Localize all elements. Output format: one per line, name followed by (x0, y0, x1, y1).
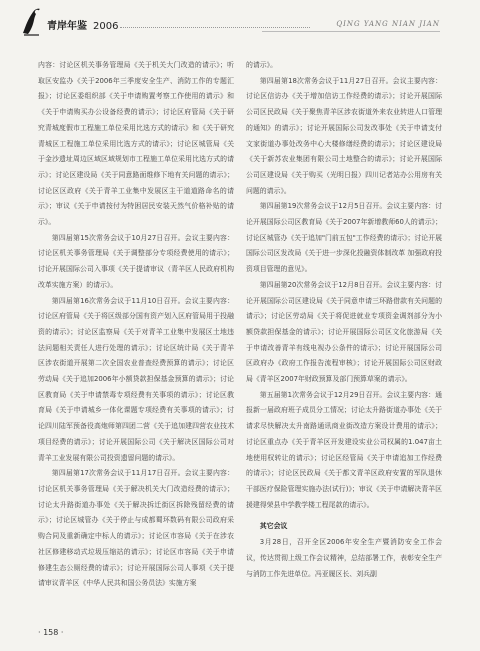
left-paragraph-1: 内容：讨论区机关事务管理局《关于机关大门改造的请示》；听取区安监办《关于2006年三季度安全生产、消防工作的专题汇报》；讨论区委组织部《关于申请购置考察工作使用的请示》和《关于申请购买办公设备经费的请示》；讨论区府管局《关于研究青城度假市工程施工单位采用比选方式的请示》和《关于研究青城区工程施工单位采用比选方式的请示》；讨论区城管局《关于金沙遗址周边区域区域规划市工程施工单位采用比选方式的请示》；讨论区建设局《关于同意路面维修下地有关问题的请示》；讨论区区政府《关于青羊工业集中发展区主干道道路命名的请示》；审议《关于申请按付为特困居民安装天然气价格补贴的请示》。 (38, 61, 234, 227)
right-paragraph-2: 第四届第18次常务会议于11月27日召开。会议主要内容：讨论区信访办《关于增加信访工作经费的请示》；讨论开展国际公司区民政局《关于聚焦青羊区涉农街道外来农业转进人口管理的通知》的请示》；讨论开展国际公司发改事处《关于申请支付文家街道办事处改务中心大楼修缮经费的请示》；讨论区建设局《关于新苏农业集团有限公司土地整合的请示》；讨论开展国际公司区建设局《关于购买（光明日报）四川记者站办公用房有关问题的请示》。 (246, 76, 442, 195)
right-paragraph-1: 的请示》。 (246, 61, 278, 69)
header-divider-solid (262, 31, 440, 32)
yearbook-english-title: QING YANG NIAN JIAN (336, 20, 440, 28)
right-paragraph-3: 第四届第19次常务会议于12月5日召开。会议主要内容：讨论开展国际公司区教育局《关于2007年新增教师60人的请示》；讨论区城管办《关于追加"门前五包"工作经费的请示》；讨论开展国际公司区发改局《关于进一步深化投融资体制改革 加强政府投资项目管理的意见》。 (246, 202, 442, 274)
left-paragraph-3: 第四届第16次常务会议于11月10日召开。会议主要内容：讨论区府管局《关于将区级部分国有资产划入区府管局用于投融资的请示》；讨论区监察局《关于对青羊工业集中发展区土地违法问题相关责任人进行处理的请示》；讨论区统计局《关于青羊区涉农街道开展第二次全国农业普查经费预算的请示》；讨论区劳动局《关于追加2006年小额贷款担保基金预算的请示》；讨论区教育局《关于申请禁毒专项经费有关事项的请示》；讨论区教育局《关于申请城乡一体化课题专项经费有关事项的请示》；讨论四川陆军预备役高炮师第四团二营《关于追加建四营农业技术项目经费的请示》；讨论开展国际公司《关于解决区国际公司对青羊工业发展有限公司投资遗留问题的请示》。 (38, 296, 234, 462)
yearbook-year: 2006 (93, 21, 119, 32)
yearbook-title (47, 17, 118, 32)
section-paragraph: 3月28日，召开全区2006年安全生产暨消防安全工作会议，传达贯彻上级工作会议精神，总结部署工作，表彰安全生产与消防工作先进单位。冯亚履区长、刘兵副 (246, 538, 442, 578)
right-column (246, 58, 442, 623)
page-number: · 158 · (38, 628, 64, 637)
left-paragraph-2: 第四届第15次常务会议于10月27日召开。会议主要内容：讨论区机关事务管理局《关于调整部分专项经费使用的请示》；讨论开展国际公司入事项《关于提请审议（青羊区人民政府机构改革实施方案）的请示》。 (38, 233, 234, 289)
article-body (38, 58, 442, 623)
right-paragraph-4: 第四届第20次常务会议于12月8日召开。会议主要内容：讨论开展国际公司区建设局《关于同意申请三环路借款有关问题的请示》；讨论区劳动局《关于将促进就业专项资金调剂部分为小额贷款担保基金的请示》；讨论开展国际公司区文化旅游局《关于申请改善青羊有线电视办公条件的请示》；讨论开展国际公司区政府办《政府工作报告流程审核》；讨论开展国际公司区财政局《青羊区2007年财政预算及部门预算草案的请示》。 (246, 280, 442, 384)
left-column (38, 58, 234, 623)
yearbook-logo-icon (20, 6, 42, 36)
header-divider-dotted (120, 27, 310, 28)
yearbook-brand: 青岸年鉴 (47, 21, 87, 32)
section-heading: 其它会议 (259, 522, 288, 531)
left-paragraph-4: 第四届第17次常务会议于11月17日召开。会议主要内容：讨论区机关事务管理局《关于解决机关大门改造经费的请示》；讨论太升路街道办事处《关于解决拆迁街区拆除残留经费的请示》；讨论区城管办《关于停止与成都蜀环数码有限公司政府采购合同及重新确定中标人的请示》；讨论区市容局《关于在涉农社区修建移动式垃圾压缩站的请示》；讨论区市容局《关于申请修建生态公厕经费的请示》；讨论开展国际公司人事项《关于提请审议青羊区《中华人民共和国公务员法》实施方案 (38, 469, 234, 588)
page-header (0, 0, 480, 42)
right-paragraph-5: 第五届第1次常务会议于12月29日召开。会议主要内容：通报新一届政府班子成员分工情况；讨论太升路街道办事处《关于请求尽快解决太升南路通讯商业街改造方案设计费用的请示》；讨论区重点办《关于青羊区开发建设实业公司权属的1.047亩土地使用权转让的请示》；讨论区经管局《关于申请追加工作经费的请示》；讨论区民政局《关于都文青羊区政府安置的军队退休干部医疗保险管理实施办法(试行)》；审议《关于申请解决青羊区援建得荣县中学教学楼工程尾款的请示》。 (246, 390, 442, 509)
